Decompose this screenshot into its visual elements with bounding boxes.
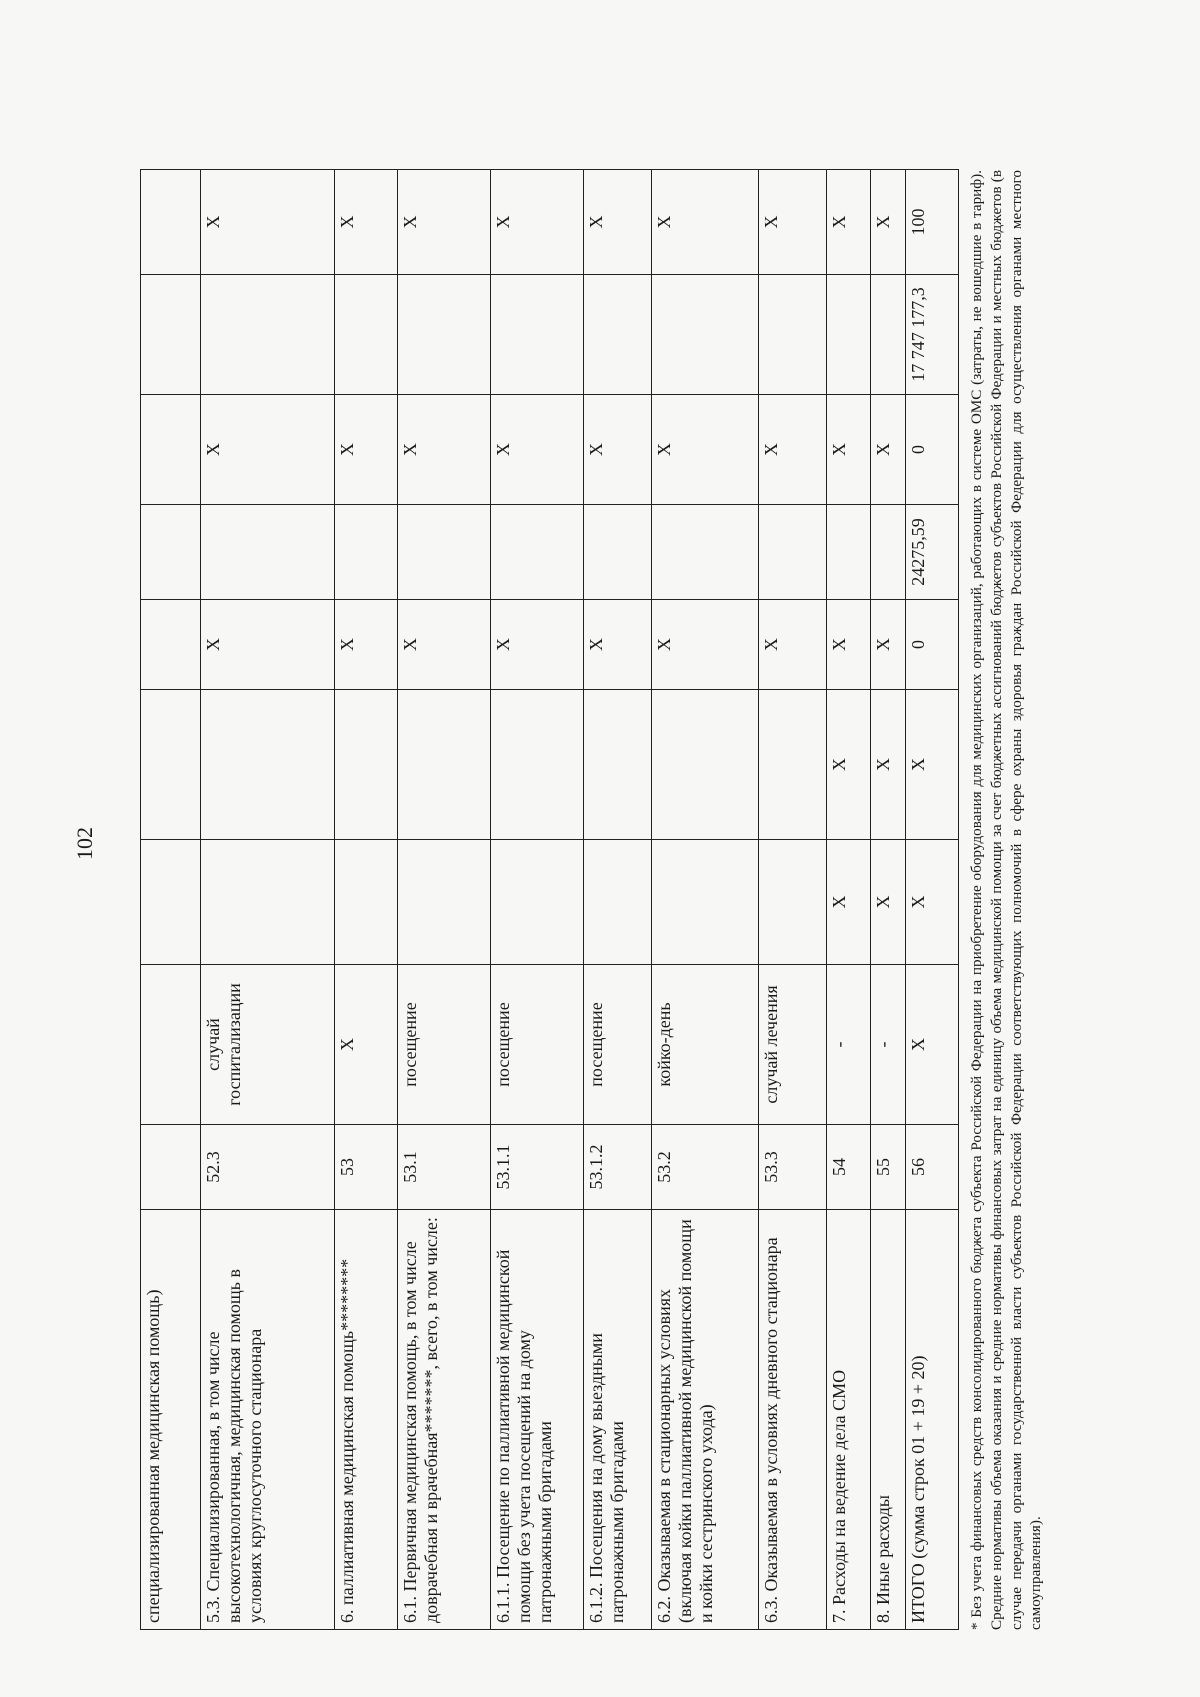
table-cell — [141, 965, 201, 1125]
table-row — [827, 170, 871, 1630]
table-cell: X — [584, 395, 652, 505]
table-cell — [141, 275, 201, 395]
table-cell — [141, 395, 201, 505]
table-cell: X — [201, 600, 335, 690]
table-cell — [871, 505, 906, 600]
table-cell: 53.1.2 — [584, 1125, 652, 1210]
table-cell — [491, 275, 584, 395]
table-cell — [491, 840, 584, 965]
table-cell: X — [759, 170, 827, 275]
table-cell: X — [906, 965, 959, 1125]
table-cell: 17 747 177,3 — [906, 275, 959, 395]
table-cell — [827, 505, 871, 600]
table-row — [335, 170, 398, 1630]
table-cell — [201, 690, 335, 840]
table-cell: посещение — [491, 965, 584, 1125]
row-label-cell: 6.1. Первичная медицинская помощь, в том числе доврачебная и врачебная*******, всего, в том числе: — [398, 1210, 491, 1630]
table-cell — [398, 840, 491, 965]
table-cell — [141, 170, 201, 275]
table-cell — [141, 840, 201, 965]
table-cell: X — [652, 600, 759, 690]
table-cell: X — [827, 395, 871, 505]
table-cell: X — [491, 170, 584, 275]
table-cell — [759, 840, 827, 965]
table-cell — [201, 840, 335, 965]
table-cell: 0 — [906, 600, 959, 690]
table-cell — [827, 275, 871, 395]
table-cell: посещение — [584, 965, 652, 1125]
table-body — [141, 170, 959, 1630]
row-label-cell: специализированная медицинская помощь) — [141, 1210, 201, 1630]
table-cell: - — [871, 965, 906, 1125]
table-cell: X — [827, 690, 871, 840]
row-label-cell: 5.3. Специализированная, в том числе высокотехнологичная, медицинская помощь в условиях круглосуточного стационара — [201, 1210, 335, 1630]
table-cell: X — [584, 600, 652, 690]
table-cell — [335, 505, 398, 600]
table-row — [759, 170, 827, 1630]
table-cell — [398, 275, 491, 395]
table-cell — [584, 690, 652, 840]
row-label-cell: ИТОГО (сумма строк 01 + 19 + 20) — [906, 1210, 959, 1630]
table-cell: X — [827, 170, 871, 275]
table-cell — [652, 690, 759, 840]
table-cell — [652, 275, 759, 395]
table-cell: 54 — [827, 1125, 871, 1210]
table-row — [491, 170, 584, 1630]
table-cell — [335, 275, 398, 395]
table-cell: X — [759, 600, 827, 690]
table-row — [871, 170, 906, 1630]
table-cell — [759, 690, 827, 840]
table-cell: 55 — [871, 1125, 906, 1210]
table-cell: 53.2 — [652, 1125, 759, 1210]
table-cell: X — [871, 840, 906, 965]
table-cell: случай госпитализации — [201, 965, 335, 1125]
table-cell: посещение — [398, 965, 491, 1125]
table-cell — [652, 505, 759, 600]
table-cell: X — [491, 600, 584, 690]
table-cell — [335, 840, 398, 965]
table-cell: X — [827, 600, 871, 690]
table-cell: X — [652, 170, 759, 275]
table-cell — [141, 1125, 201, 1210]
table-cell: случай лечения — [759, 965, 827, 1125]
table-cell: 24275,59 — [906, 505, 959, 600]
table-cell — [491, 690, 584, 840]
table-cell — [584, 840, 652, 965]
table-cell — [141, 505, 201, 600]
table-cell: X — [759, 395, 827, 505]
table-cell — [652, 840, 759, 965]
table-cell: X — [201, 170, 335, 275]
table-cell — [584, 275, 652, 395]
table-cell: X — [906, 840, 959, 965]
row-label-cell: 6.1.2. Посещения на дому выездными патронажными бригадами — [584, 1210, 652, 1630]
table-cell — [201, 275, 335, 395]
table-cell — [759, 275, 827, 395]
table-cell — [141, 600, 201, 690]
table-cell: X — [398, 395, 491, 505]
table-cell: 53.1 — [398, 1125, 491, 1210]
table-cell: 52.3 — [201, 1125, 335, 1210]
table-cell: X — [871, 170, 906, 275]
table-cell: X — [335, 600, 398, 690]
table-cell — [491, 505, 584, 600]
table-cell — [398, 505, 491, 600]
table-row — [906, 170, 959, 1630]
table-cell — [398, 690, 491, 840]
table-cell: X — [398, 170, 491, 275]
table-cell — [201, 505, 335, 600]
table-cell: X — [871, 395, 906, 505]
row-label-cell: 6.2. Оказываемая в стационарных условиях (включая койки паллиативной медицинской помощи и койки сестринского ухода) — [652, 1210, 759, 1630]
table-cell: X — [335, 395, 398, 505]
table-row — [398, 170, 491, 1630]
table-cell: X — [584, 170, 652, 275]
table-row — [584, 170, 652, 1630]
rotated-page-content — [140, 170, 1046, 1630]
table-cell: X — [201, 395, 335, 505]
table-cell: 0 — [906, 395, 959, 505]
table-cell: X — [335, 170, 398, 275]
table-cell — [584, 505, 652, 600]
row-label-cell: 7. Расходы на ведение дела СМО — [827, 1210, 871, 1630]
table-cell: X — [906, 690, 959, 840]
table-cell — [141, 690, 201, 840]
row-label-cell: 6.1.1. Посещение по паллиативной медицинской помощи без учета посещений на дому патронажными бригадами — [491, 1210, 584, 1630]
table-cell: X — [652, 395, 759, 505]
page-number: 102 — [72, 827, 97, 860]
table-cell — [759, 505, 827, 600]
table-cell: 100 — [906, 170, 959, 275]
row-label-cell: 6. паллиативная медицинская помощь******** — [335, 1210, 398, 1630]
table-cell: X — [335, 965, 398, 1125]
row-label-cell: 8. Иные расходы — [871, 1210, 906, 1630]
table-cell — [335, 690, 398, 840]
table-cell: койко-день — [652, 965, 759, 1125]
table-cell: X — [871, 690, 906, 840]
table-cell: X — [827, 840, 871, 965]
table-cell: X — [491, 395, 584, 505]
table-cell: 53 — [335, 1125, 398, 1210]
row-label-cell: 6.3. Оказываемая в условиях дневного стационара — [759, 1210, 827, 1630]
table-cell: X — [871, 600, 906, 690]
table-row — [652, 170, 759, 1630]
table-cell: 56 — [906, 1125, 959, 1210]
footnote: * Без учета финансовых средств консолидированного бюджета субъекта Российской Федерации на приобретение оборудования для медицинских организаций, работающих в системе ОМС (затраты, не вошедшие в тариф). Средние нормативы объема оказания и средние нормативы финансовых затрат на единицу объема медицинской помощи за счет бюджетных ассигнований бюджетов субъектов Российской Федерации и местных бюджетов (в случае передачи органами государственной власти субъектов Российской Федерации соответствующих полномочий в сфере охраны здоровья граждан Российской Федерации для осуществления органами местного самоуправления). — [968, 170, 1045, 1630]
table-row — [141, 170, 201, 1630]
table-cell: X — [398, 600, 491, 690]
table-cell: - — [827, 965, 871, 1125]
table-cell: 53.3 — [759, 1125, 827, 1210]
financing-table — [140, 169, 959, 1630]
table-cell: 53.1.1 — [491, 1125, 584, 1210]
table-cell — [871, 275, 906, 395]
table-row — [201, 170, 335, 1630]
